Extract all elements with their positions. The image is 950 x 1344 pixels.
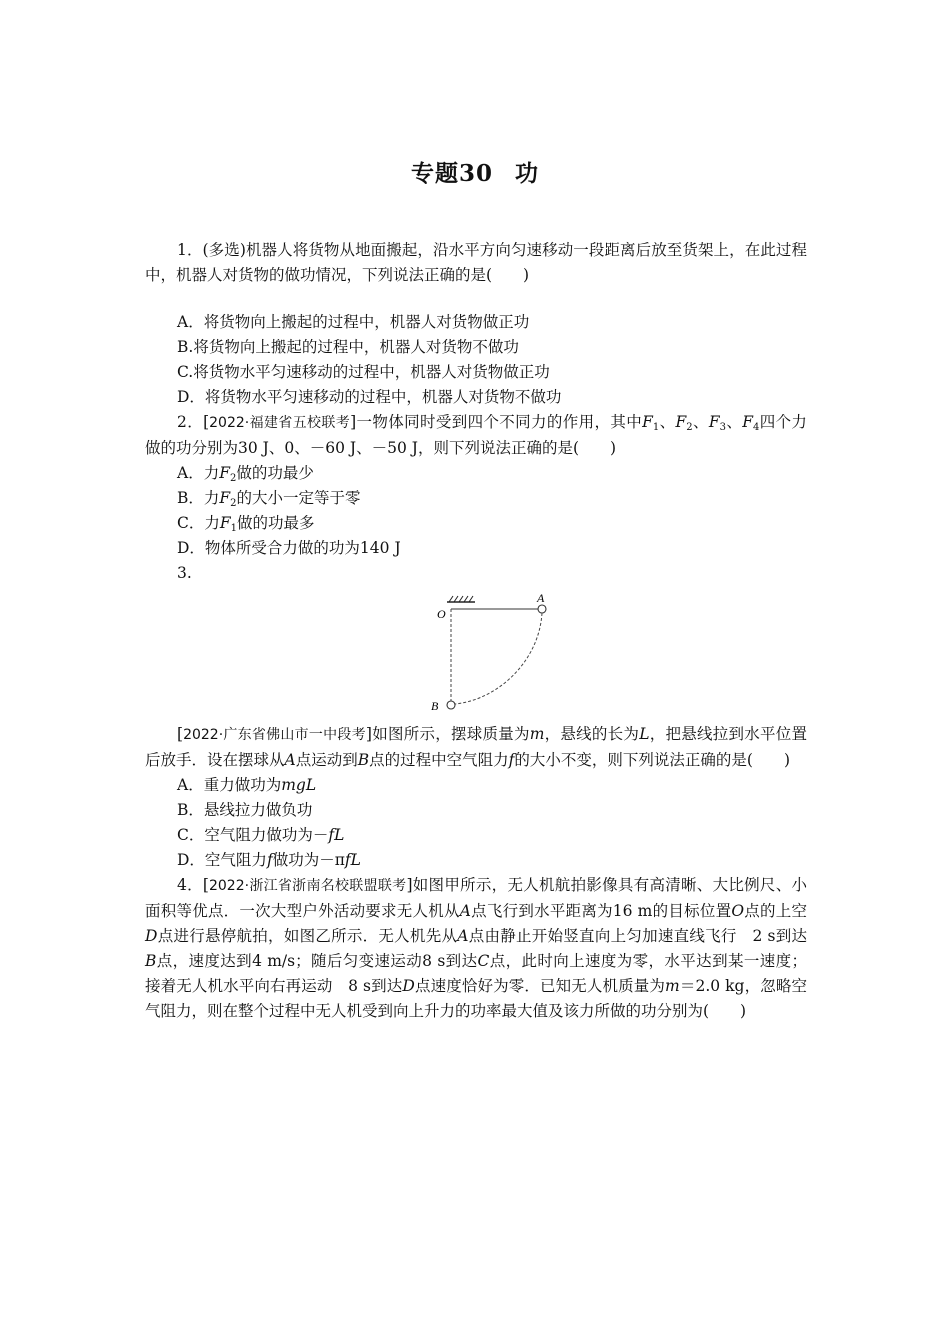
title-number: 专题30 — [410, 160, 493, 187]
question-list — [145, 238, 807, 1024]
q1-option-b: B.将货物向上搬起的过程中，机器人对货物不做功 — [177, 338, 519, 356]
label-a: A — [537, 592, 545, 605]
q2-option-a: A．力$F_2$做的功最少 — [177, 464, 314, 484]
q3-source: 2022·广东省佛山市一中段考 — [183, 727, 366, 743]
q3-option-c: C．空气阻力做功为－fL — [177, 826, 345, 844]
title-topic: 功 — [515, 160, 539, 187]
ball-b — [447, 701, 455, 709]
pendulum-diagram — [417, 592, 547, 716]
label-o: O — [437, 607, 446, 621]
ceiling-hatch — [449, 596, 473, 602]
q3-option-b: B．悬线拉力做负功 — [177, 801, 313, 819]
q3-stem: [2022·广东省佛山市一中段考]如图所示，摆球质量为m，悬线的长为L，把悬线拉到水平位置后放手．设在摆球从A点运动到B点的过程中空气阻力f的大小不变，则下列说法正确的是( ) — [145, 725, 807, 769]
label-b: B — [431, 699, 439, 713]
q1-stem: 1．(多选)机器人将货物从地面搬起，沿水平方向匀速移动一段距离后放至货架上，在此过程中，机器人对货物的做功情况，下列说法正确的是( ) — [145, 241, 807, 284]
q3-option-a: A．重力做功为mgL — [177, 776, 317, 794]
q1-option-a: A．将货物向上搬起的过程中，机器人对货物做正功 — [177, 313, 530, 331]
q2-option-c: C．力$F_1$做的功最多 — [177, 514, 315, 534]
q3-number: 3. — [177, 564, 192, 582]
q2-source: 2022·福建省五校联考 — [209, 415, 351, 431]
pendulum-figure — [145, 592, 807, 716]
q3-option-d: D．空气阻力f做功为－πfL — [177, 851, 361, 869]
q2-option-b: B．力$F_2$的大小一定等于零 — [177, 489, 361, 509]
ball-a — [538, 605, 546, 613]
page-title — [0, 155, 950, 188]
q2-stem: 2．[2022·福建省五校联考]一物体同时受到四个不同力的作用，其中$F_1$、$F_2$、$F_3$、$F_4$四个力做的功分别为30 J、0、－60 J、－50 J，则下列说法正确的是( ) — [145, 413, 807, 457]
q1-option-c: C.将货物水平匀速移动的过程中，机器人对货物做正功 — [177, 363, 550, 381]
q4-source: 2022·浙江省浙南名校联盟联考 — [208, 878, 407, 894]
q2-option-d: D．物体所受合力做的功为140 J — [177, 539, 401, 557]
q4-stem: 4．[2022·浙江省浙南名校联盟联考]如图甲所示，无人机航拍影像具有高清晰、大比例尺、小面积等优点．一次大型户外活动要求无人机从A点飞行到水平距离为16 m的目标位置O点的上空D点进行悬停航拍，如图乙所示．无人机先从A点由静止开始竖直向上匀加速直线飞行 2 s到达B点，速度达到4 m/s；随后匀变速运动8 s到达C点，此时向上速度为零，水平达到某一速度；接着无人机水平向右再运动 8 s到达D点速度恰好为零．已知无人机质量为m＝2.0 kg，忽略空气阻力，则在整个过程中无人机受到向上升力的功率最大值及该力所做的功分别为( ) — [145, 876, 807, 1020]
q1-option-d: D．将货物水平匀速移动的过程中，机器人对货物不做功 — [177, 388, 562, 406]
swing-arc — [455, 613, 542, 704]
